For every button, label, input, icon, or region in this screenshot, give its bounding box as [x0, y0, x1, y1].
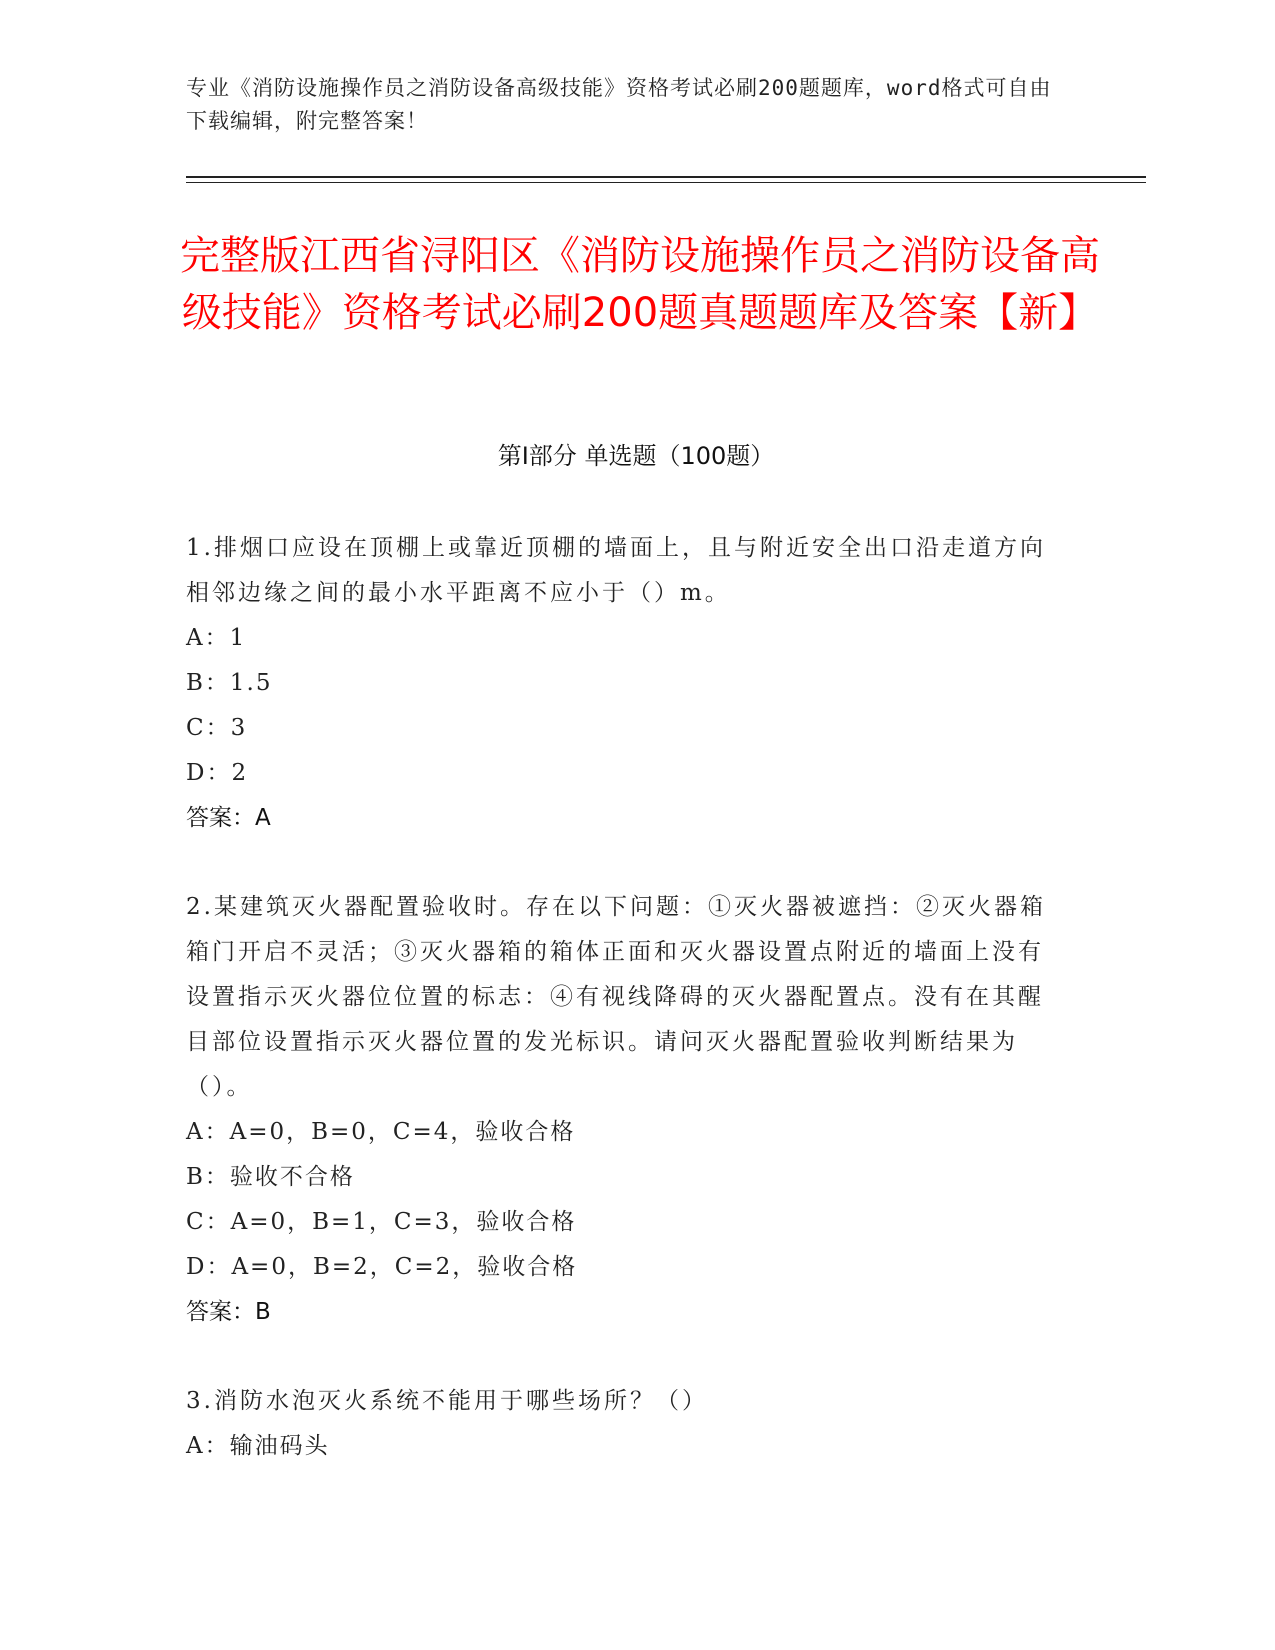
option-a: A：输油码头 — [186, 1433, 330, 1459]
header-divider-thin — [186, 182, 1146, 183]
question-stem: 1.排烟口应设在顶棚上或靠近顶棚的墙面上，且与附近安全出口沿走道方向相邻边缘之间的最小水平距离不应小于（）m。 — [186, 535, 1046, 606]
option-d: D：2 — [186, 760, 249, 786]
answer: 答案：B — [186, 1299, 271, 1325]
document-title: 完整版江西省浔阳区《消防设施操作员之消防设备高级技能》资格考试必刷200题真题题库及答案【新】 — [180, 233, 1100, 336]
header-note: 专业《消防设施操作员之消防设备高级技能》资格考试必刷200题题库，word格式可自由下载编辑，附完整答案！ — [186, 76, 1052, 133]
option-c: C：3 — [186, 715, 248, 741]
question-1 — [186, 526, 1066, 841]
question-stem: 3.消防水泡灭火系统不能用于哪些场所？（） — [186, 1388, 708, 1414]
option-c: C：A=0，B=1，C=3，验收合格 — [186, 1209, 577, 1235]
answer: 答案：A — [186, 805, 271, 831]
option-d: D：A=0，B=2，C=2，验收合格 — [186, 1254, 578, 1280]
option-a: A：A=0，B=0，C=4，验收合格 — [186, 1119, 576, 1145]
option-a: A：1 — [186, 625, 247, 651]
question-3 — [186, 1379, 1066, 1469]
question-list — [186, 526, 1066, 1513]
section-title: 第Ⅰ部分 单选题（100题） — [497, 442, 775, 470]
option-b: B：验收不合格 — [186, 1164, 355, 1190]
header-divider-thick — [186, 176, 1146, 178]
question-2 — [186, 885, 1066, 1335]
question-stem: 2.某建筑灭火器配置验收时。存在以下问题：①灭火器被遮挡：②灭火器箱箱门开启不灵活；③灭火器箱的箱体正面和灭火器设置点附近的墙面上没有设置指示灭火器位位置的标志：④有视线降碍的灭火器配置点。没有在其醒目部位设置指示灭火器位置的发光标识。请问灭火器配置验收判断结果为（）。 — [186, 894, 1046, 1100]
option-b: B：1.5 — [186, 670, 273, 696]
